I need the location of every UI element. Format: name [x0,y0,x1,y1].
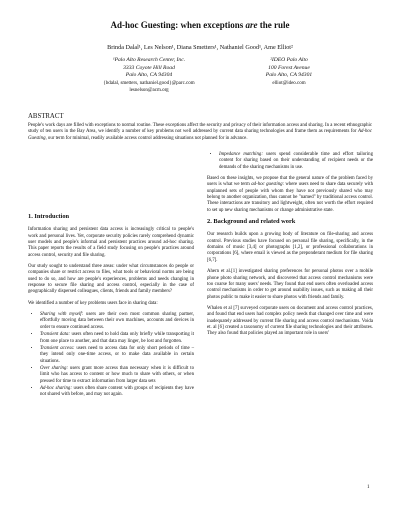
affiliation-email-2: lesnelson@acm.org [129,88,169,94]
author-list: Brinda Dalal¹, Les Nelson¹, Diana Smetters¹, Nathaniel Good¹, Ame Elliot² [107,44,293,51]
list-item-text: users spend considerable time and effort tailoring content for sharing based on their understanding of recipient needs or the demands of the sharing mechanisms in use. [219,152,373,170]
background-paragraph-3: Whalen et al [7] surveyed corporate users on document and access control practices, and found that end users had complex policy needs that changed over time and were inadequately addressed by current file sharing and access control mechanisms. Voida et. al [6] created a taxonomy of current file sharing technologies and their attributes. They also found that policies played an important role in users' [207,305,373,337]
abstract-heading: ABSTRACT [28,113,64,120]
intro-paragraph-3: We identified a number of key problems users face in sharing data: [28,300,158,306]
problem-list [28,312,194,398]
title-text-end: the rule [257,20,290,30]
background-paragraph-1: Our research builds upon a growing body of literature on file-sharing and access control. Previous studies have focused on personal file sharing, specifically, in the domains of music [3,4] or photographs [1,2], or professional collaborations in corporations [6], where email is viewed as the preponderant medium for file sharing [6,7]. [207,232,373,263]
abstract-text [28,123,372,142]
intro-paragraph-2: Our study sought to understand three areas: under what circumstances do people or companies share or restrict access to files, what tools or behavioral norms are being used to do so, and how are people's experiences, problems and needs changing in response to secure file sharing and access control, especially in the case of geographically dispersed colleagues, clients, friends and family members? [28,264,194,295]
list-item-term: Sharing with myself: [40,312,84,318]
right-column [207,152,373,343]
list-item [219,152,373,171]
affiliation-org: ²IDEO Palo Alto [270,57,308,63]
list-item [40,346,194,365]
abstract-emphasis: Ad-hoc Guesting [28,129,372,141]
list-item-term: Transient data: [40,332,70,338]
affiliation-city: Palo Alto, CA 94301 [265,72,313,79]
list-item [40,366,194,385]
title-emphasis: are [245,20,258,30]
list-item [40,332,194,345]
list-item-text: users are their own most common sharing partner, effortfully moving data between their own machines, accounts and devices in order to ensure continued access. [40,312,194,330]
list-item-term: Transient access: [40,345,75,351]
insight-emphasis: ad-hoc guesting [251,182,283,188]
page-number: 1 [367,485,370,490]
list-item-text: users often need to hold data only briefly while transporting it from one place to another, and that data may linger, be lost and forgotten. [40,332,194,344]
affiliation-email: elliot@ideo.com [272,80,306,86]
list-item-term: Ad-hoc sharing: [40,385,72,391]
affiliations [0,57,400,113]
affiliation-ideo [234,57,344,87]
affiliation-street: 100 Forest Avenue [268,64,310,71]
title-text-start: Ad-hoc Guesting: when exceptions [110,20,246,30]
intro-paragraph-1: Information sharing and persistent data access is increasingly critical to people's work and personal lives. Yet, corporate security policies rarely comprehend dynamic user models and people's informal and persistent practices around ad-hoc sharing. This paper reports the results of a field study focusing on people's practices around access control, security and file sharing. [28,227,194,258]
list-item [40,386,194,399]
section-heading-introduction: 1. Introduction [28,213,70,220]
left-column [28,214,194,404]
paper-title [0,20,400,30]
list-item-text: users often share content with groups of recipients they have not shared with before, and may not again. [40,385,195,398]
abstract-part-1: People's work days are filled with exceptions to normal routine. These exceptions affect the security and privacy of their information access and sharing. In a recent ethnographic study of ten users in the Bay Area, we identify a number of key problems not well addressed by current data sharing technologies and frame them as requirements for [28,123,372,135]
affiliation-email: {bdalal, smetters, nathaniel.good}@parc.com [103,80,195,86]
insight-part-1: Based on these insights, we propose that the general nature of the problem faced by users is what we term [207,176,373,188]
list-item-term: Impedance matching: [219,152,263,157]
affiliation-street: 3333 Coyote Hill Road [123,64,175,71]
insight-part-2: : where users need to share data securely with unplanned sets of people with whom they have not previously shared who may belong to another organization, thus cannot be "named" by traditional access control. These interactions are transitory and lightweight, often not worth the effort required to set up new sharing mechanisms or change administrative state. [207,182,374,213]
affiliation-org: ¹Palo Alto Research Center, Inc. [112,57,186,63]
list-item [40,312,194,331]
section-heading-background: 2. Background and related work [207,218,296,226]
problem-list-continued [207,152,373,171]
affiliation-parc [84,57,214,95]
insight-paragraph [207,176,373,214]
affiliation-city: Palo Alto, CA 94304 [125,72,173,79]
background-paragraph-2: Ahern et al.[1] investigated sharing preferences for personal photos over a mobile phone photo sharing network, and discovered that access control mechanisms were too coarse for many users' needs. They found that end users often overloaded access control mechanisms in order to get around usability issues, such as making all their photos public to make it easier to share photos with friends and family. [207,269,373,300]
list-item-text: users grant more access than necessary when it is difficult to limit who has access to content or how much to share with others, or when pressed for time to extract information from larger data sets [40,365,194,384]
abstract-part-2: , our term for minimal, readily available access control addressing situations not planned for in advance. [45,135,248,141]
list-item-term: Over sharing: [40,365,68,371]
list-item-text: users need to access data for only short periods of time – they intend only one-time access, or to make data available in certain situations. [40,345,194,364]
